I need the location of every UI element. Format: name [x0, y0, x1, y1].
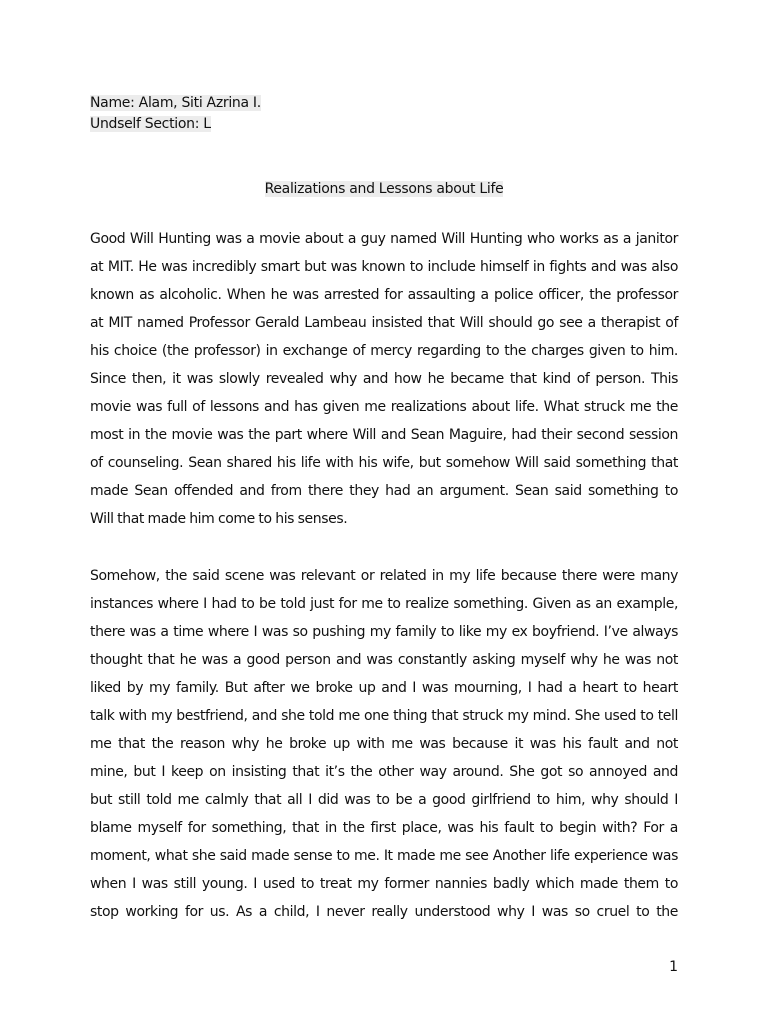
paragraph-line: when I was still young. I used to treat my former nannies badly which made them to — [90, 876, 678, 892]
paragraph-line: stop working for us. As a child, I never really understood why I was so cruel to the — [90, 904, 678, 920]
class-section: Undself Section: L — [90, 116, 211, 132]
paragraph-line: moment, what she said made sense to me. It made me see Another life experience was — [90, 848, 678, 864]
paragraph-line: blame myself for something, that in the first place, was his fault to begin with? For a — [90, 820, 678, 836]
paragraph-line: mine, but I keep on insisting that it’s the other way around. She got so annoyed and — [90, 764, 678, 780]
student-header — [90, 93, 261, 135]
paragraph-line: there was a time where I was so pushing my family to like my ex boyfriend. I’ve always — [90, 624, 678, 640]
paragraph-line: me that the reason why he broke up with me was because it was his fault and not — [90, 736, 678, 752]
paragraph-line: liked by my family. But after we broke up and I was mourning, I had a heart to heart — [90, 680, 678, 696]
paragraph-line: Good Will Hunting was a movie about a guy named Will Hunting who works as a janitor — [90, 231, 678, 247]
paragraph-line: Somehow, the said scene was relevant or related in my life because there were many — [90, 568, 678, 584]
paragraph-line: most in the movie was the part where Will and Sean Maguire, had their second session — [90, 427, 678, 443]
paragraph-line: known as alcoholic. When he was arrested for assaulting a police officer, the professor — [90, 287, 678, 303]
document-title: Realizations and Lessons about Life — [264, 181, 504, 197]
paragraph-line: Will that made him come to his senses. — [90, 511, 348, 527]
page-number: 1 — [669, 959, 678, 975]
paragraph-line: movie was full of lessons and has given me realizations about life. What struck me the — [90, 399, 678, 415]
paragraph-line: of counseling. Sean shared his life with his wife, but somehow Will said something that — [90, 455, 678, 471]
paragraph-line: made Sean offended and from there they had an argument. Sean said something to — [90, 483, 678, 499]
paragraph-line: instances where I had to be told just for me to realize something. Given as an example, — [90, 596, 678, 612]
paragraph-line: thought that he was a good person and was constantly asking myself why he was not — [90, 652, 678, 668]
student-name: Name: Alam, Siti Azrina I. — [90, 95, 261, 111]
paragraph-line: talk with my bestfriend, and she told me one thing that struck my mind. She used to tell — [90, 708, 678, 724]
paragraph-2 — [90, 562, 678, 926]
document-title-wrap — [0, 179, 768, 199]
paragraph-line: his choice (the professor) in exchange of mercy regarding to the charges given to him. — [90, 343, 678, 359]
paragraph-1 — [90, 225, 678, 533]
paragraph-line: Since then, it was slowly revealed why and how he became that kind of person. This — [90, 371, 678, 387]
paragraph-line: at MIT named Professor Gerald Lambeau insisted that Will should go see a therapist of — [90, 315, 678, 331]
paragraph-line: at MIT. He was incredibly smart but was known to include himself in fights and was also — [90, 259, 678, 275]
paragraph-line: but still told me calmly that all I did was to be a good girlfriend to him, why should I — [90, 792, 678, 808]
